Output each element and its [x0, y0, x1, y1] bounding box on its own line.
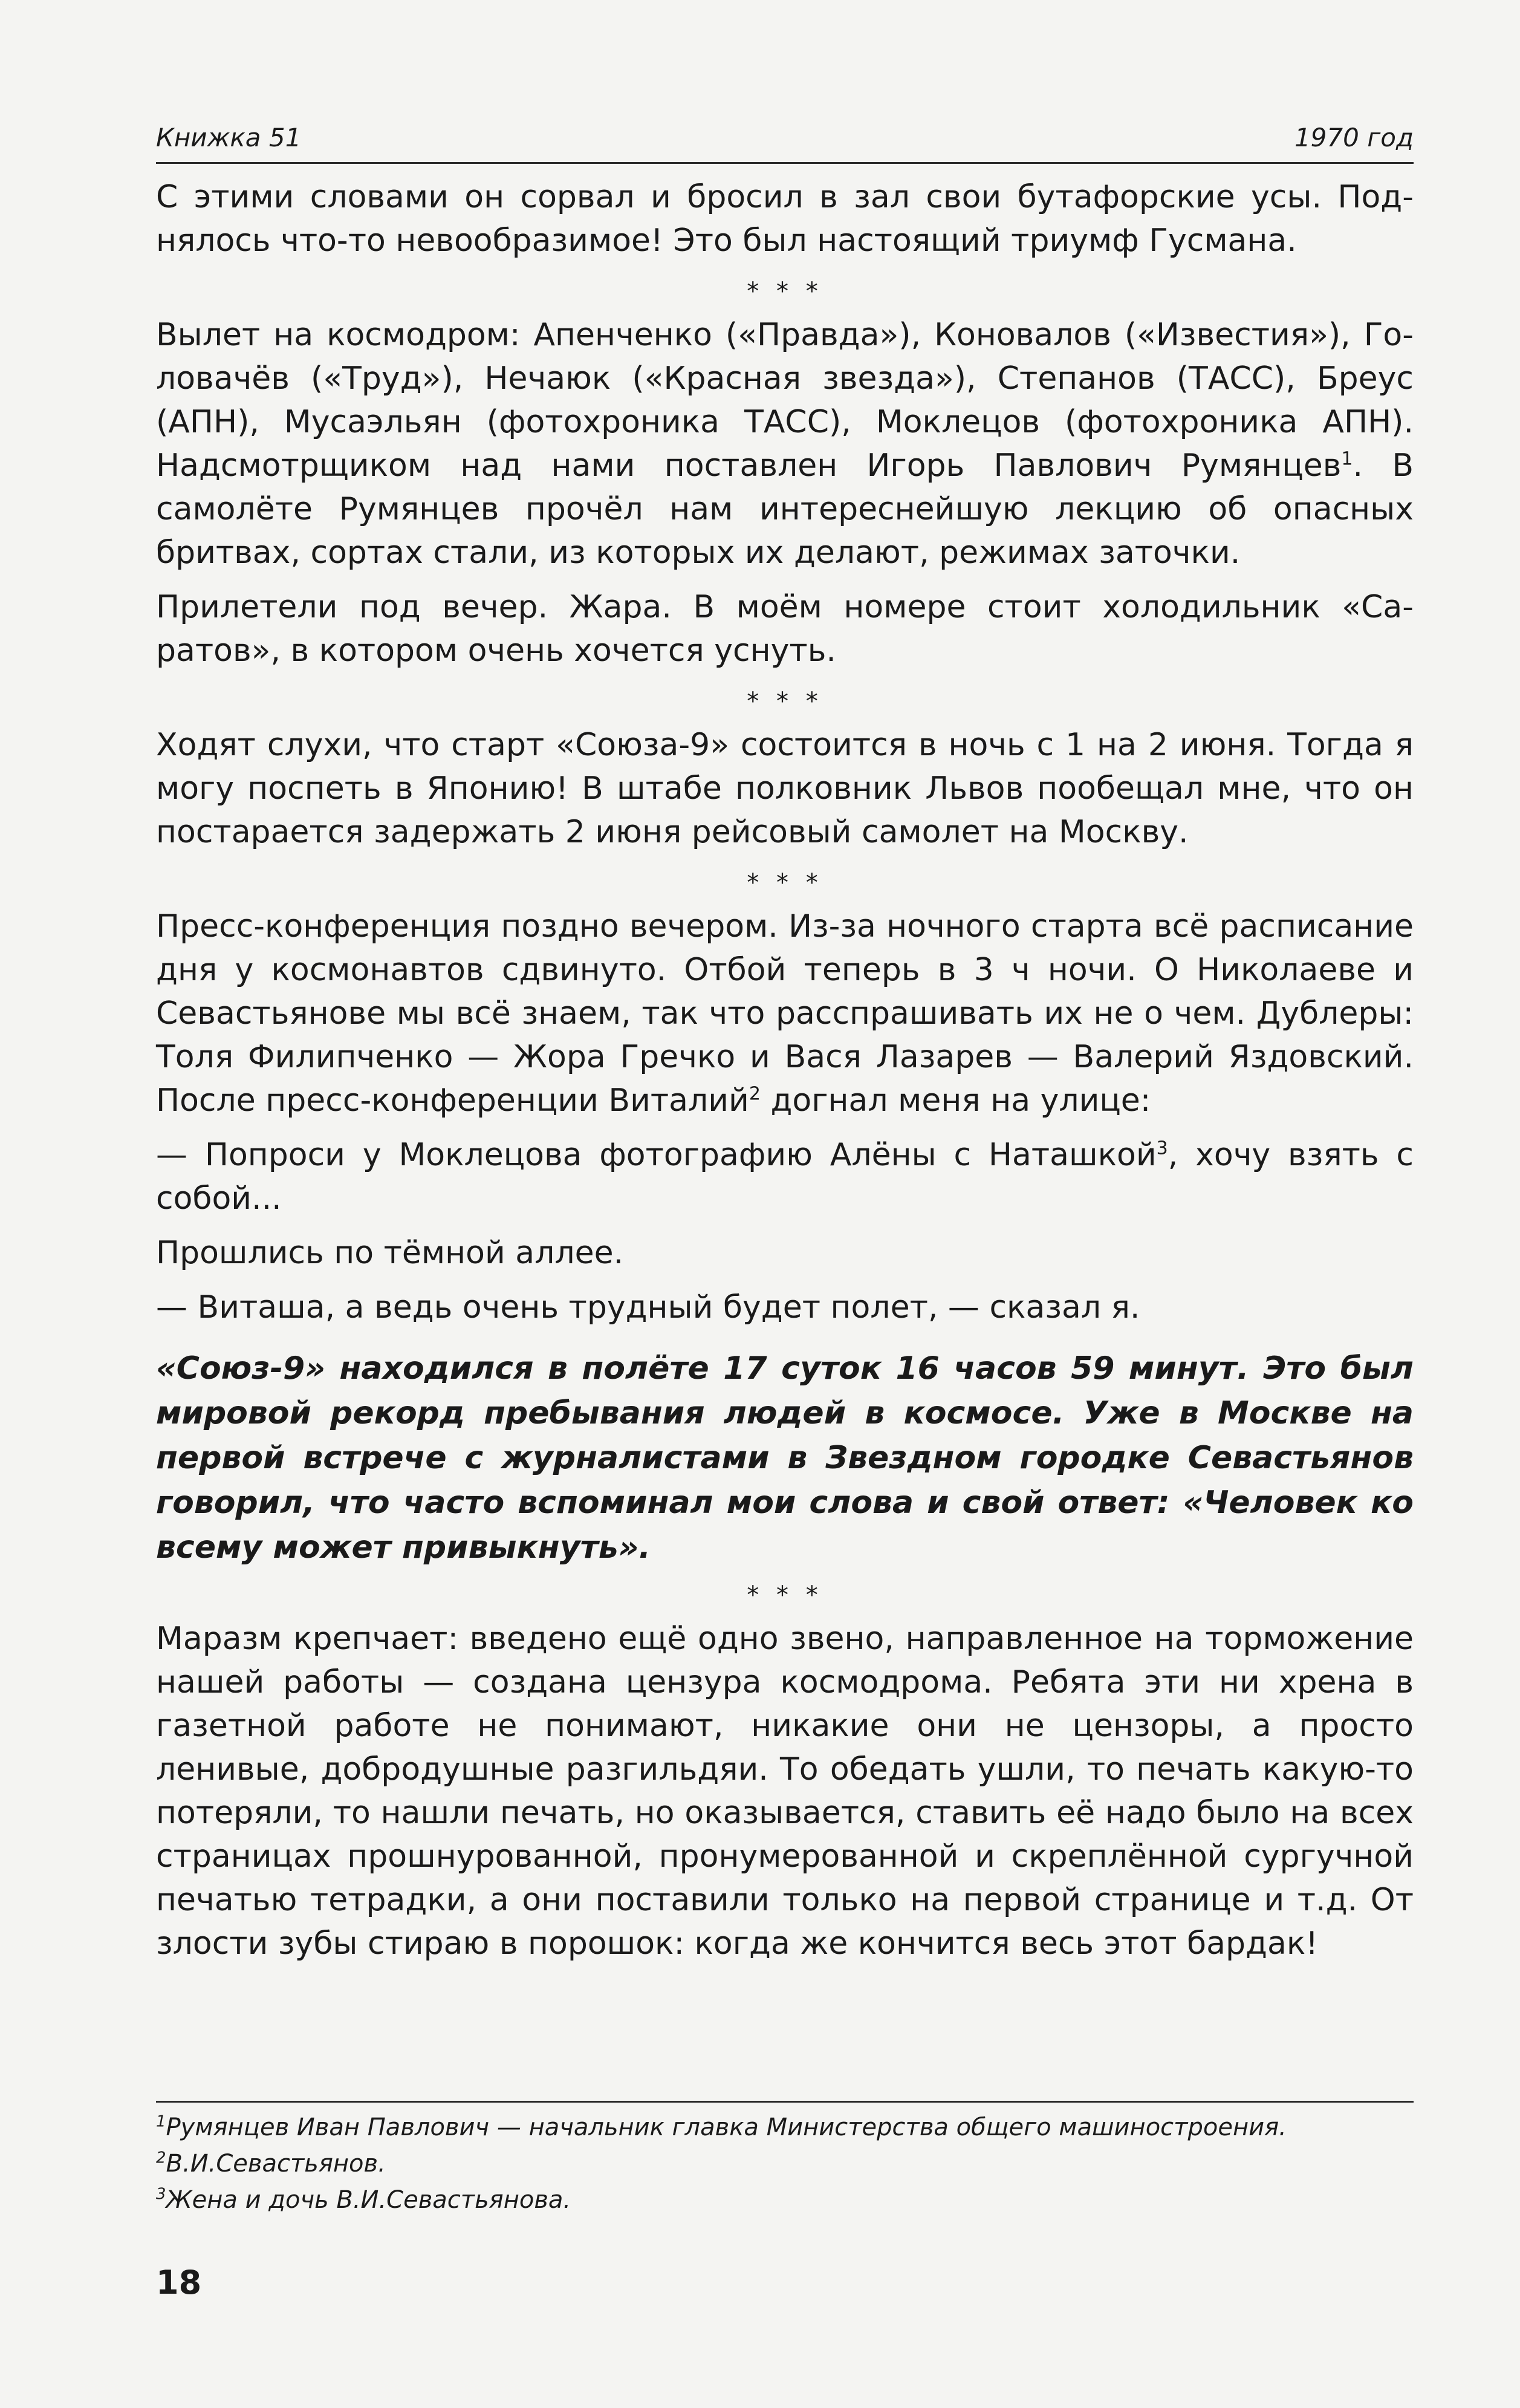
footnote-1-mark: 1 [156, 2112, 166, 2131]
footnote-1-text: Румянцев Иван Павлович — начальник главка Министерства общего машиностроения. [166, 2114, 1287, 2141]
footnote-3-text: Жена и дочь В.И.Севастьянова. [166, 2186, 571, 2214]
footnote-rule [156, 2101, 1414, 2103]
header-rule [156, 162, 1414, 164]
footnote-1 [156, 2109, 1414, 2146]
section-separator-2: * * * [747, 688, 823, 715]
paragraph-9: Маразм крепчает: введено ещё одно звено, направленное на торможение нашей работы — создана цензура космодрома. Ребята эти ни хрена в газетной работе не понимают, никакие они не цензоры, а просто ленивые, добродушные разгильдяи. То обедать ушли, то печать какую-то потеряли, то нашли печать, но оказывается, ставить её надо было на всех страницах прошнурованной, пронумерованной и скреплённой сургучной печатью тетрадки, а они поставили только на первой странице и т.д. От злости зубы стираю в порошок: когда же кончится весь этот бардак! [156, 1621, 1414, 1962]
footnote-2-mark: 2 [156, 2149, 166, 2167]
footnote-ref-2: 2 [749, 1083, 761, 1105]
page-number: 18 [156, 2263, 202, 2302]
paragraph-5-text-a: Пресс-конференция поздно вечером. Из-за ночного старта всё расписание дня у космонавтов сдвинуто. Отбой теперь в 3 ч ночи. О Николаеве и Севастьянове мы всё знаем, так что расспрашивать их не о чем. Дублеры: Толя Филипченко — Жора Гречко и Вася Лазарев — Валерий Яздовский. После пресс-конференции Виталий [156, 908, 1414, 1119]
footnote-2-text: В.И.Севастьянов. [166, 2150, 386, 2178]
paragraph-8: — Виташа, а ведь очень трудный будет полет, — сказал я. [156, 1289, 1140, 1326]
running-head-book-title: Книжка 51 [156, 123, 302, 152]
paragraph-6-text-b: , хочу взять с собой... [156, 1137, 1414, 1217]
paragraph-3: Прилетели под вечер. Жара. В моём номере стоит холодильник «Саратов», в котором очень хочется уснуть. [156, 589, 1414, 669]
paragraph-2-text-a: Вылет на космодром: Апенченко («Правда»), Коновалов («Известия»), Головачёв («Труд»), Нечаюк («Красная звезда»), Степанов (ТАСС), Бреус (АПН), Мусаэльян (фотохроника ТАСС), Моклецов (фотохроника АПН). Надсмотрщиком над нами поставлен Игорь Павлович Румянцев [156, 317, 1414, 484]
footnote-ref-3: 3 [1156, 1137, 1168, 1159]
section-separator-3: * * * [747, 869, 823, 897]
paragraph-2-text-b: . В самолёте Румянцев прочёл нам интереснейшую лекцию об опасных бритвах, сортах стали, из которых их делают, режимах заточки. [156, 447, 1414, 571]
running-head [156, 114, 1414, 162]
paragraph-5 [156, 905, 1414, 1122]
footnote-3-mark: 3 [156, 2185, 166, 2204]
footnote-3 [156, 2182, 1414, 2218]
paragraph-4: Ходят слухи, что старт «Союза-9» состоится в ночь с 1 на 2 июня. Тогда я могу поспеть в Японию! В штабе полковник Львов пообещал мне, что он постарается задержать 2 июня рейсовый самолет на Москву. [156, 727, 1414, 850]
footnote-2 [156, 2146, 1414, 2182]
section-separator-1: * * * [747, 278, 823, 305]
paragraph-5-text-b: догнал меня на улице: [760, 1082, 1151, 1119]
paragraph-6 [156, 1133, 1414, 1220]
footnote-ref-1: 1 [1341, 448, 1353, 470]
page-body [156, 175, 1414, 1965]
editorial-note: «Союз-9» находился в полёте 17 суток 16 часов 59 минут. Это был мировой рекорд пребывания людей в космосе. Уже в Москве на первой встрече с журналистами в Звездном городке Севастьянов говорил, что часто вспоминал мои слова и свой ответ: «Человек ко всему может привыкнуть». [156, 1350, 1414, 1566]
running-head-year: 1970 год [1294, 123, 1414, 152]
paragraph-2 [156, 313, 1414, 574]
footnotes [156, 2109, 1414, 2218]
paragraph-7: Прошлись по тёмной аллее. [156, 1235, 624, 1271]
paragraph-6-text-a: — Попроси у Моклецова фотографию Алёны с Наташкой [156, 1137, 1157, 1173]
paragraph-1: С этими словами он сорвал и бросил в зал свои бутафорские усы. Поднялось что-то невообразимое! Это был настоящий триумф Гусмана. [156, 179, 1414, 259]
section-separator-4: * * * [747, 1581, 823, 1609]
